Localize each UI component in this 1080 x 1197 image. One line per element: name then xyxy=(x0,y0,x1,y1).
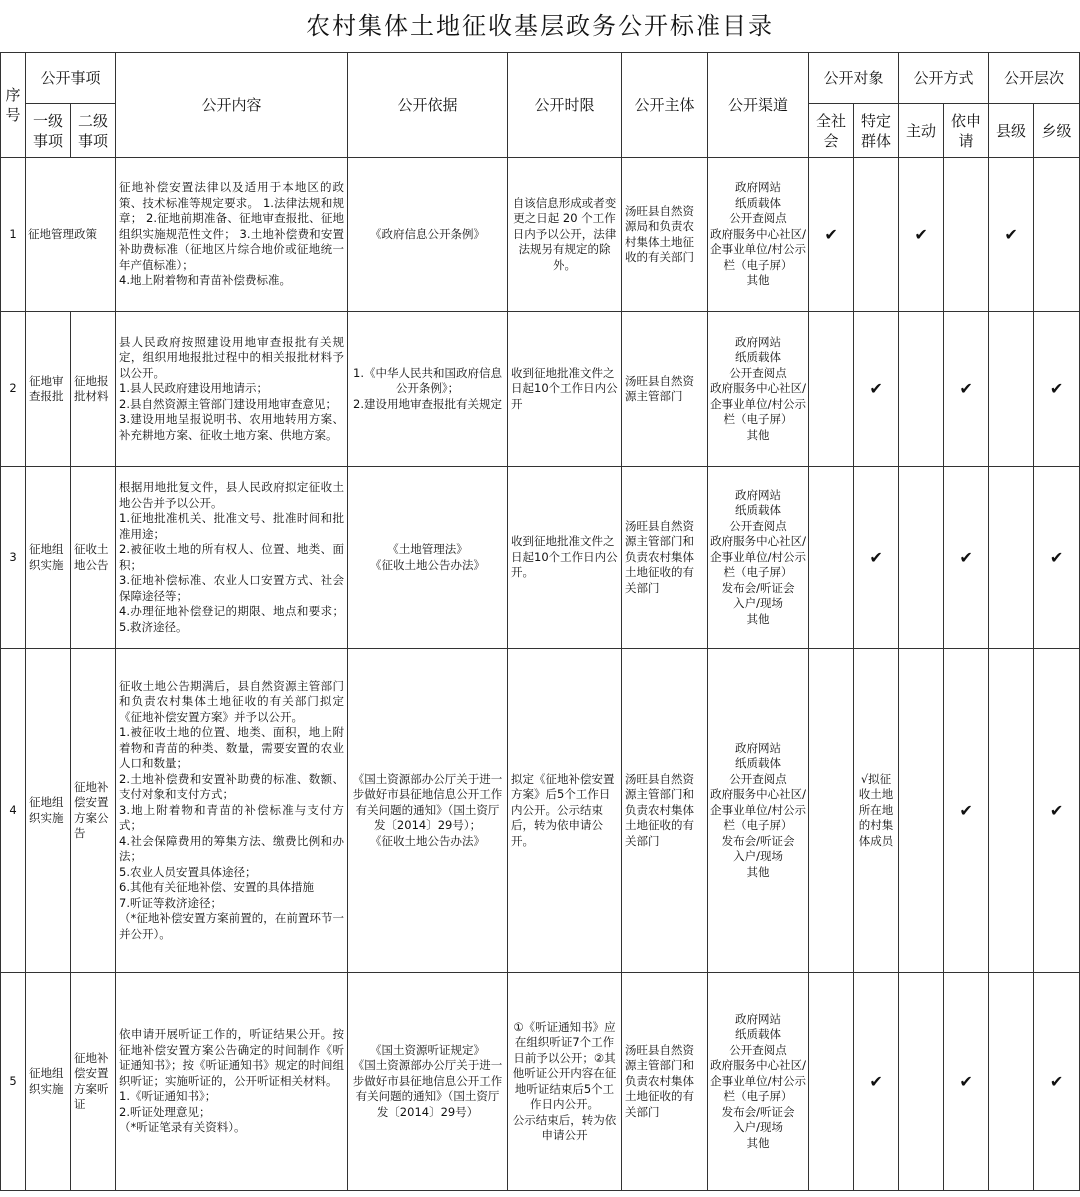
check-active xyxy=(899,467,944,649)
table-row xyxy=(1,467,1080,649)
table-row xyxy=(1,649,1080,973)
row-content: 征收土地公告期满后，县自然资源主管部门和负责农村集体土地征收的有关部门拟定《征地补偿安置方案》并予以公开。 1.被征收土地的位置、地类、面积，地上附着物和青苗的种类、数量，需要安置的农业人口和数量； 2.土地补偿费和安置补助费的标准、数额、支付对象和支付方式； 3.地上附着物和青苗的补偿标准与支付方式； 4.社会保障费用的筹集方法、缴费比例和办法； 5.农业人员安置具体途径； 6.其他有关征地补偿、安置的具体措施 7.听证等救济途径； （*征地补偿安置方案前置的，在前置环节一并公开）。 xyxy=(116,649,348,973)
row-time-limit: 收到征地批准文件之日起10个工作日内公开 xyxy=(508,312,622,467)
row-basis: 《国土资源听证规定》 《国土资源部办公厅关于进一步做好市县征地信息公开工作有关问题的通知》（国土资厅发〔2014〕29号） xyxy=(348,973,508,1191)
check-all-society xyxy=(809,312,854,467)
header-time-limit: 公开时限 xyxy=(508,53,622,158)
row-content: 县人民政府按照建设用地审查报批有关规定，组织用地报批过程中的相关报批材料予以公开。 1.县人民政府建设用地请示； 2.县自然资源主管部门建设用地审查意见； 3.建设用地呈报说明书、农用地转用方案、补充耕地方案、征收土地方案、供地方案。 xyxy=(116,312,348,467)
header-seq: 序号 xyxy=(1,53,26,158)
header-on-request: 依申请 xyxy=(944,104,989,158)
header-method: 公开方式 xyxy=(899,53,989,104)
row-level1: 征地组织实施 xyxy=(26,467,71,649)
check-active xyxy=(899,649,944,973)
check-township: ✔ xyxy=(1034,973,1080,1191)
row-level2: 征地补偿安置方案听证 xyxy=(71,973,116,1191)
row-seq: 3 xyxy=(1,467,26,649)
check-county xyxy=(989,467,1034,649)
row-seq: 4 xyxy=(1,649,26,973)
table-row xyxy=(1,973,1080,1191)
row-level1: 征地审查报批 xyxy=(26,312,71,467)
check-specific-group: ✔ xyxy=(854,312,899,467)
check-all-society xyxy=(809,467,854,649)
row-channel: 政府网站 纸质载体 公开查阅点 政府服务中心社区/ 企事业单位/村公示栏（电子屏） 发布会/听证会 入户/现场 其他 xyxy=(708,973,809,1191)
header-row-1 xyxy=(1,53,1080,104)
check-specific-group: ✔ xyxy=(854,973,899,1191)
check-active xyxy=(899,312,944,467)
row-level1: 征地组织实施 xyxy=(26,649,71,973)
header-township: 乡级 xyxy=(1034,104,1080,158)
check-township xyxy=(1034,158,1080,312)
header-item: 公开事项 xyxy=(26,53,116,104)
check-all-society: ✔ xyxy=(809,158,854,312)
disclosure-table xyxy=(0,52,1080,1191)
check-county: ✔ xyxy=(989,158,1034,312)
table-row xyxy=(1,158,1080,312)
header-level1: 一级事项 xyxy=(26,104,71,158)
row-channel: 政府网站 纸质载体 公开查阅点 政府服务中心社区/ 企事业单位/村公示栏（电子屏） 其他 xyxy=(708,312,809,467)
row-seq: 1 xyxy=(1,158,26,312)
header-county: 县级 xyxy=(989,104,1034,158)
check-specific-group: ✔ xyxy=(854,467,899,649)
page-title: 农村集体土地征收基层政务公开标准目录 xyxy=(306,12,774,40)
row-subject: 汤旺县自然资源主管部门和负责农村集体土地征收的有关部门 xyxy=(622,649,708,973)
row-content: 征地补偿安置法律以及适用于本地区的政策、技术标准等规定要求。 1.法律法规和规章； 2.征地前期准备、征地审查报批、征地组织实施规范性文件； 3.土地补偿费和安置补助费标准（征地区片综合地价或征地统一年产值标准）； 4.地上附着物和青苗补偿费标准。 xyxy=(116,158,348,312)
check-township: ✔ xyxy=(1034,467,1080,649)
header-level2: 二级事项 xyxy=(71,104,116,158)
row-channel: 政府网站 纸质载体 公开查阅点 政府服务中心社区/ 企事业单位/村公示栏（电子屏） 发布会/听证会 入户/现场 其他 xyxy=(708,649,809,973)
header-content: 公开内容 xyxy=(116,53,348,158)
row-level2: 征收土地公告 xyxy=(71,467,116,649)
check-on-request xyxy=(944,158,989,312)
row-channel: 政府网站 纸质载体 公开查阅点 政府服务中心社区/ 企事业单位/村公示栏（电子屏） 发布会/听证会 入户/现场 其他 xyxy=(708,467,809,649)
check-township: ✔ xyxy=(1034,312,1080,467)
header-subject: 公开主体 xyxy=(622,53,708,158)
row-content: 根据用地批复文件，县人民政府拟定征收土地公告并予以公开。 1.征地批准机关、批准文号、批准时间和批准用途； 2.被征收土地的所有权人、位置、地类、面积； 3.征地补偿标准、农业人口安置方式、社会保障途径等； 4.办理征地补偿登记的期限、地点和要求； 5.救济途径。 xyxy=(116,467,348,649)
header-specific-group: 特定群体 xyxy=(854,104,899,158)
row-level1: 征地组织实施 xyxy=(26,973,71,1191)
row-seq: 5 xyxy=(1,973,26,1191)
check-on-request: ✔ xyxy=(944,649,989,973)
check-on-request: ✔ xyxy=(944,312,989,467)
row-basis: 《土地管理法》 《征收土地公告办法》 xyxy=(348,467,508,649)
check-on-request: ✔ xyxy=(944,467,989,649)
check-active: ✔ xyxy=(899,158,944,312)
row-level1: 征地管理政策 xyxy=(26,158,116,312)
header-active: 主动 xyxy=(899,104,944,158)
row-subject: 汤旺县自然资源主管部门和负责农村集体土地征收的有关部门 xyxy=(622,467,708,649)
row-seq: 2 xyxy=(1,312,26,467)
row-subject: 汤旺县自然资源主管部门和负责农村集体土地征收的有关部门 xyxy=(622,973,708,1191)
row-subject: 汤旺县自然资源局和负责农村集体土地征收的有关部门 xyxy=(622,158,708,312)
row-basis: 《国土资源部办公厅关于进一步做好市县征地信息公开工作有关问题的通知》（国土资厅发〔2014〕29号）； 《征收土地公告办法》 xyxy=(348,649,508,973)
row-time-limit: 拟定《征地补偿安置方案》后5个工作日内公开。公示结束后，转为依申请公开。 xyxy=(508,649,622,973)
check-active xyxy=(899,973,944,1191)
row-content: 依申请开展听证工作的，听证结果公开。按征地补偿安置方案公告确定的时间制作《听证通知书》；按《听证通知书》规定的时间组织听证；实施听证的，公开听证相关材料。 1.《听证通知书》； 2.听证处理意见； （*听证笔录有关资料）。 xyxy=(116,973,348,1191)
header-basis: 公开依据 xyxy=(348,53,508,158)
check-specific-group xyxy=(854,158,899,312)
check-county xyxy=(989,649,1034,973)
row-level2: 征地补偿安置方案公告 xyxy=(71,649,116,973)
specific-group-note: √拟征收土地所在地的村集体成员 xyxy=(854,649,899,973)
row-basis: 1.《中华人民共和国政府信息公开条例》； 2.建设用地审查报批有关规定 xyxy=(348,312,508,467)
check-all-society xyxy=(809,973,854,1191)
header-channel: 公开渠道 xyxy=(708,53,809,158)
header-all-society: 全社会 xyxy=(809,104,854,158)
row-level2: 征地报批材料 xyxy=(71,312,116,467)
header-level: 公开层次 xyxy=(989,53,1080,104)
check-all-society xyxy=(809,649,854,973)
check-county xyxy=(989,973,1034,1191)
check-on-request: ✔ xyxy=(944,973,989,1191)
header-target: 公开对象 xyxy=(809,53,899,104)
check-township: ✔ xyxy=(1034,649,1080,973)
row-time-limit: ①《听证通知书》应在组织听证7个工作日前予以公开；②其他听证公开内容在征地听证结束后5个工作日内公开。 公示结束后，转为依申请公开 xyxy=(508,973,622,1191)
check-county xyxy=(989,312,1034,467)
row-channel: 政府网站 纸质载体 公开查阅点 政府服务中心社区/ 企事业单位/村公示栏（电子屏） 其他 xyxy=(708,158,809,312)
row-basis: 《政府信息公开条例》 xyxy=(348,158,508,312)
row-subject: 汤旺县自然资源主管部门 xyxy=(622,312,708,467)
row-time-limit: 自该信息形成或者变更之日起 20 个工作日内予以公开，法律法规另有规定的除外。 xyxy=(508,158,622,312)
table-row xyxy=(1,312,1080,467)
row-time-limit: 收到征地批准文件之日起10个工作日内公开。 xyxy=(508,467,622,649)
